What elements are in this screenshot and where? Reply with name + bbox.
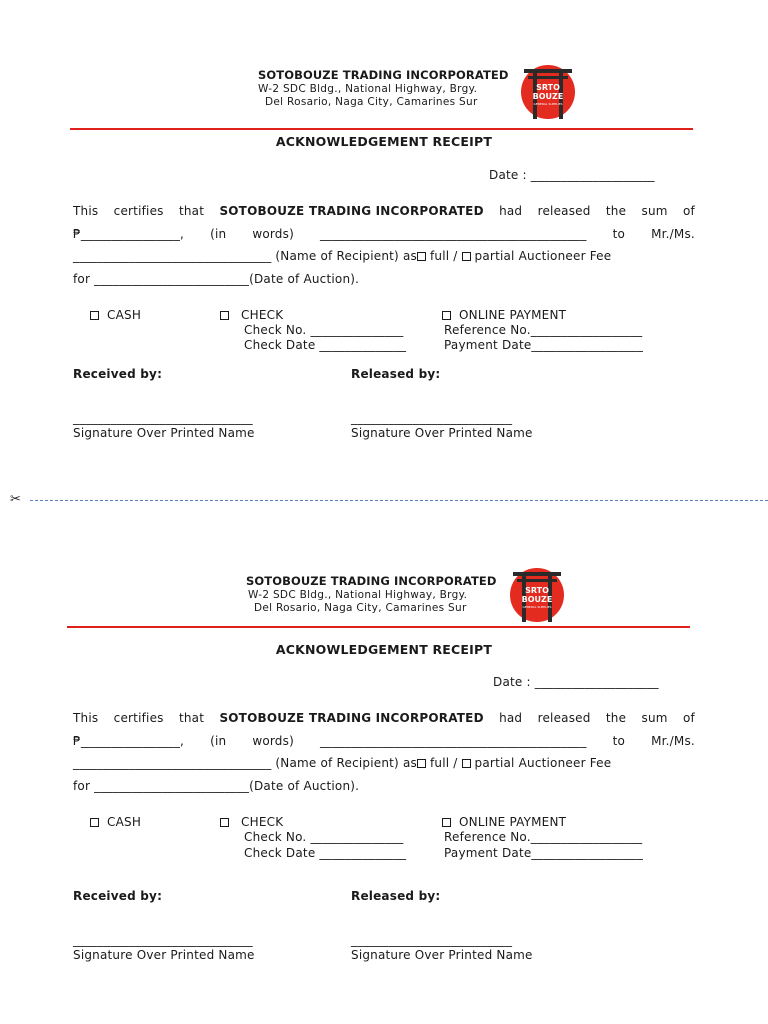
word: the <box>605 204 627 218</box>
partial-fee-label: partial Auctioneer Fee <box>470 756 612 770</box>
word: words) <box>252 227 294 241</box>
recipient-name-field[interactable]: ________________________________ (Name of Recipient) as <box>73 756 417 770</box>
check-date-field[interactable]: Check Date ______________ <box>244 338 407 352</box>
partial-fee-checkbox[interactable] <box>462 759 471 768</box>
receipt-bottom <box>0 507 768 1007</box>
auction-date-field[interactable]: for _________________________(Date of Auction). <box>73 779 360 793</box>
company-name-inline: SOTOBOUZE TRADING INCORPORATED <box>219 204 484 218</box>
cash-label: CASH <box>107 308 142 322</box>
certify-line-3 <box>73 249 611 263</box>
online-checkbox[interactable] <box>442 311 451 320</box>
word: that <box>178 204 205 218</box>
receipt-title: ACKNOWLEDGEMENT RECEIPT <box>275 642 493 657</box>
word: (in <box>210 227 227 241</box>
certify-line-1 <box>73 204 695 218</box>
word: to <box>612 227 626 241</box>
word: released <box>537 204 591 218</box>
certify-line-3 <box>73 756 611 770</box>
amount-field[interactable]: ₱________________, <box>73 734 185 748</box>
cut-line <box>30 500 768 501</box>
company-name-inline: SOTOBOUZE TRADING INCORPORATED <box>219 711 484 725</box>
partial-fee-label: partial Auctioneer Fee <box>470 249 612 263</box>
cash-label: CASH <box>107 815 142 829</box>
received-by-label: Received by: <box>73 889 163 903</box>
certify-line-1 <box>73 711 695 725</box>
word: certifies <box>113 204 164 218</box>
released-signature-line[interactable]: __________________________ <box>351 933 513 947</box>
receipt-title: ACKNOWLEDGEMENT RECEIPT <box>275 134 493 149</box>
word: to <box>612 734 626 748</box>
check-number-field[interactable]: Check No. _______________ <box>244 830 404 844</box>
word: Mr./Ms. <box>651 734 695 748</box>
svg-text:SRTO: SRTO <box>536 83 560 92</box>
word: sum <box>641 204 668 218</box>
payment-date-field[interactable]: Payment Date__________________ <box>444 338 644 352</box>
svg-text:SRTO: SRTO <box>525 586 549 595</box>
online-option[interactable] <box>442 308 566 322</box>
received-signature-caption: Signature Over Printed Name <box>73 426 255 440</box>
word: had <box>499 204 523 218</box>
reference-number-field[interactable]: Reference No.__________________ <box>444 323 643 337</box>
company-logo <box>507 565 567 625</box>
word: the <box>605 711 627 725</box>
online-label: ONLINE PAYMENT <box>459 308 567 322</box>
word: certifies <box>113 711 164 725</box>
online-label: ONLINE PAYMENT <box>459 815 567 829</box>
certify-line-2 <box>73 227 695 241</box>
word: (in <box>210 734 227 748</box>
company-address-line1: W-2 SDC Bldg., National Highway, Brgy. <box>248 589 468 601</box>
word: released <box>537 711 591 725</box>
word: of <box>683 204 695 218</box>
amount-words-field[interactable]: ___________________________________________ <box>319 227 587 241</box>
check-checkbox[interactable] <box>220 818 229 827</box>
received-signature-line[interactable]: _____________________________ <box>73 933 253 947</box>
auction-date-field[interactable]: for _________________________(Date of Auction). <box>73 272 360 286</box>
partial-fee-checkbox[interactable] <box>462 252 471 261</box>
word: of <box>683 711 695 725</box>
header-rule <box>70 128 693 130</box>
certify-line-2 <box>73 734 695 748</box>
amount-words-field[interactable]: ___________________________________________ <box>319 734 587 748</box>
cash-option[interactable] <box>90 308 141 322</box>
full-fee-label: full / <box>425 756 458 770</box>
date-field[interactable]: Date : ____________________ <box>489 168 655 182</box>
svg-text:BOUZE: BOUZE <box>532 92 564 101</box>
received-signature-caption: Signature Over Printed Name <box>73 948 255 962</box>
scissors-icon: ✂ <box>10 492 21 507</box>
released-signature-caption: Signature Over Printed Name <box>351 426 533 440</box>
check-option[interactable] <box>220 308 283 322</box>
word: that <box>178 711 205 725</box>
company-logo <box>518 62 578 122</box>
payment-date-field[interactable]: Payment Date__________________ <box>444 846 644 860</box>
company-name: SOTOBOUZE TRADING INCORPORATED <box>246 574 497 588</box>
company-address-line1: W-2 SDC Bldg., National Highway, Brgy. <box>258 83 478 95</box>
recipient-name-field[interactable]: ________________________________ (Name of Recipient) as <box>73 249 417 263</box>
cash-checkbox[interactable] <box>90 818 99 827</box>
cash-option[interactable] <box>90 815 141 829</box>
full-fee-checkbox[interactable] <box>417 252 426 261</box>
svg-text:GENERAL SUPPLIES: GENERAL SUPPLIES <box>522 605 552 609</box>
received-by-label: Received by: <box>73 367 163 381</box>
check-checkbox[interactable] <box>220 311 229 320</box>
released-signature-caption: Signature Over Printed Name <box>351 948 533 962</box>
check-date-field[interactable]: Check Date ______________ <box>244 846 407 860</box>
online-option[interactable] <box>442 815 566 829</box>
online-checkbox[interactable] <box>442 818 451 827</box>
svg-text:BOUZE: BOUZE <box>521 595 553 604</box>
company-name: SOTOBOUZE TRADING INCORPORATED <box>258 68 509 82</box>
date-field[interactable]: Date : ____________________ <box>493 675 659 689</box>
word: words) <box>252 734 294 748</box>
word: This <box>73 204 99 218</box>
released-by-label: Released by: <box>351 367 441 381</box>
released-by-label: Released by: <box>351 889 441 903</box>
word: had <box>499 711 523 725</box>
amount-field[interactable]: ₱________________, <box>73 227 185 241</box>
check-label: CHECK <box>241 308 284 322</box>
full-fee-checkbox[interactable] <box>417 759 426 768</box>
released-signature-line[interactable]: __________________________ <box>351 411 513 425</box>
word: sum <box>641 711 668 725</box>
header-rule <box>67 626 690 628</box>
check-label: CHECK <box>241 815 284 829</box>
word: Mr./Ms. <box>651 227 695 241</box>
company-address-line2: Del Rosario, Naga City, Camarines Sur <box>265 96 478 108</box>
check-number-field[interactable]: Check No. _______________ <box>244 323 404 337</box>
cash-checkbox[interactable] <box>90 311 99 320</box>
word: This <box>73 711 99 725</box>
svg-text:GENERAL SUPPLIES: GENERAL SUPPLIES <box>533 102 563 106</box>
reference-number-field[interactable]: Reference No.__________________ <box>444 830 643 844</box>
receipt-top <box>0 0 768 500</box>
company-address-line2: Del Rosario, Naga City, Camarines Sur <box>254 602 467 614</box>
check-option[interactable] <box>220 815 283 829</box>
received-signature-line[interactable]: _____________________________ <box>73 411 253 425</box>
full-fee-label: full / <box>425 249 458 263</box>
